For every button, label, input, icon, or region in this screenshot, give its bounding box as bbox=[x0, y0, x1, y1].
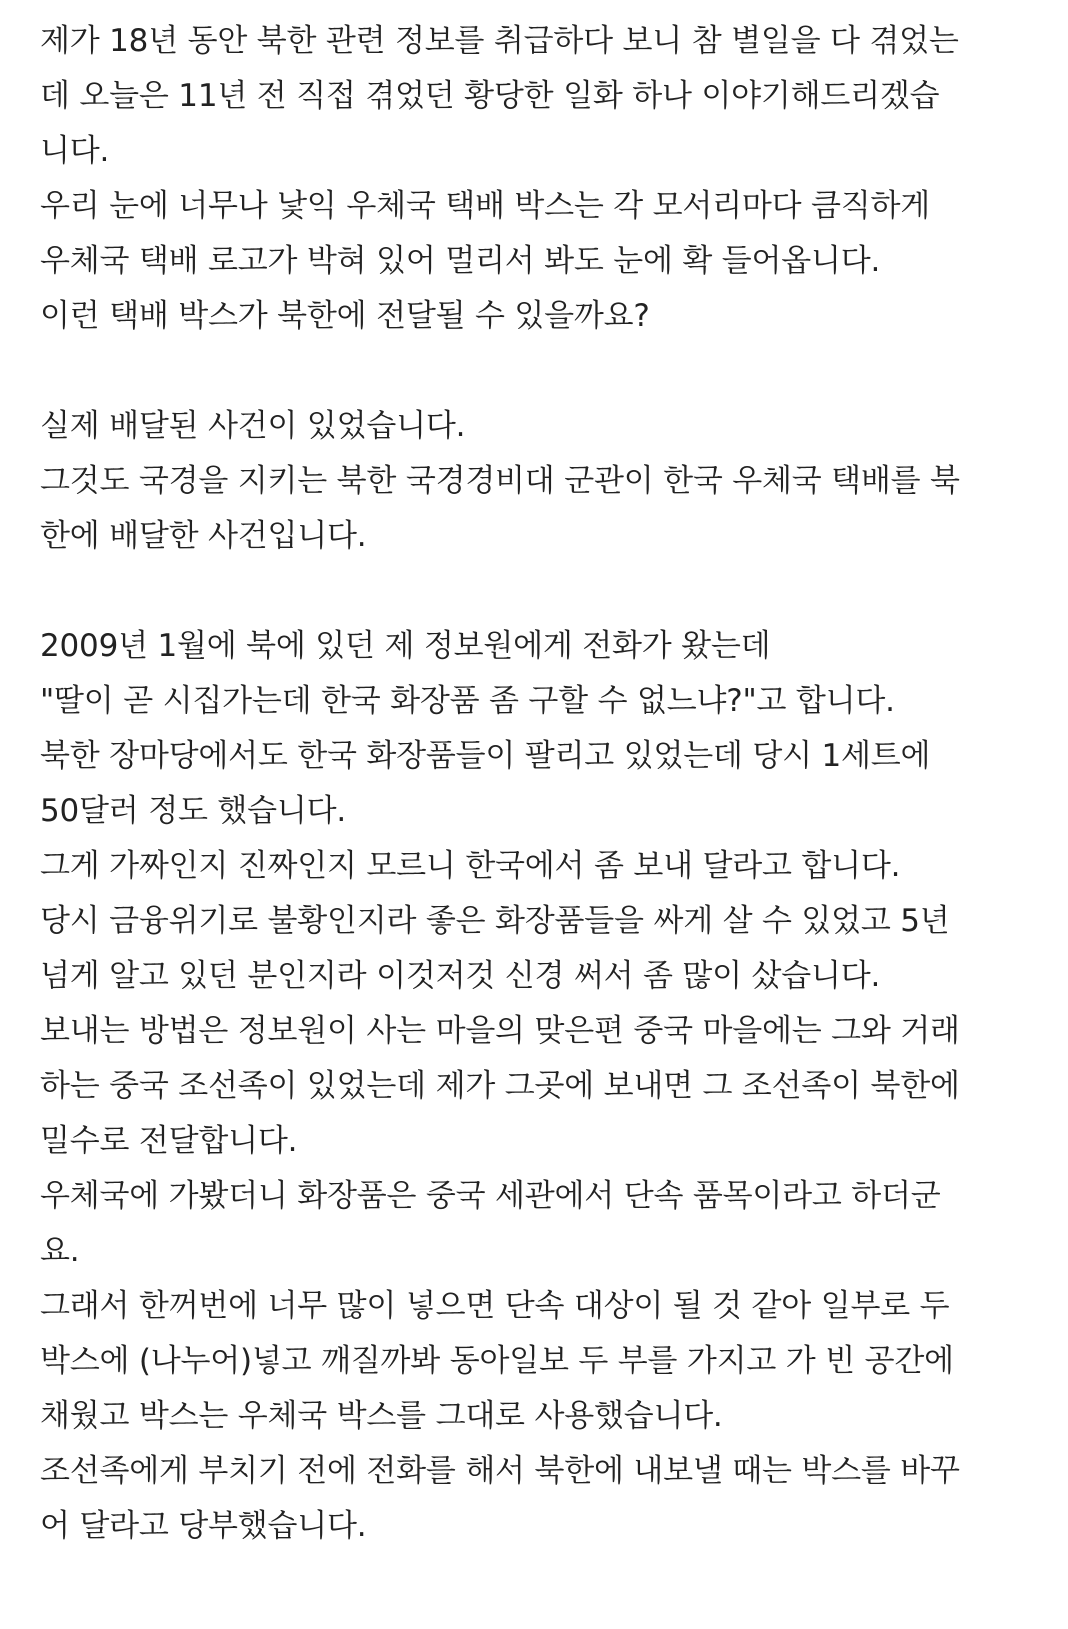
text-line: 우체국에 가봤더니 화장품은 중국 세관에서 단속 품목이라고 하더군 bbox=[40, 1178, 941, 1214]
text-line: 밀수로 전달합니다. bbox=[40, 1123, 298, 1159]
text-line: "딸이 곧 시집가는데 한국 화장품 좀 구할 수 없느냐?"고 합니다. bbox=[40, 683, 895, 719]
text-line: 박스에 (나누어)넣고 깨질까봐 동아일보 두 부를 가지고 가 빈 공간에 bbox=[40, 1343, 954, 1379]
paragraph-story bbox=[40, 619, 1040, 1554]
text-line: 우리 눈에 너무나 낯익 우체국 택배 박스는 각 모서리마다 큼직하게 bbox=[40, 188, 931, 224]
text-line: 조선족에게 부치기 전에 전화를 해서 북한에 내보낼 때는 박스를 바꾸 bbox=[40, 1453, 960, 1489]
text-line: 데 오늘은 11년 전 직접 겪었던 황당한 일화 하나 이야기해드리겠습 bbox=[40, 78, 940, 114]
paragraph-spacer bbox=[40, 344, 1040, 399]
text-line: 50달러 정도 했습니다. bbox=[40, 793, 346, 829]
text-line: 이런 택배 박스가 북한에 전달될 수 있을까요? bbox=[40, 298, 650, 334]
text-line: 실제 배달된 사건이 있었습니다. bbox=[40, 408, 466, 444]
text-line: 그게 가짜인지 진짜인지 모르니 한국에서 좀 보내 달라고 합니다. bbox=[40, 848, 901, 884]
text-line: 하는 중국 조선족이 있었는데 제가 그곳에 보내면 그 조선족이 북한에 bbox=[40, 1068, 960, 1104]
article-body bbox=[40, 14, 1040, 1554]
text-line: 당시 금융위기로 불황인지라 좋은 화장품들을 싸게 살 수 있었고 5년 bbox=[40, 903, 950, 939]
text-line: 요. bbox=[40, 1233, 80, 1269]
paragraph-spacer bbox=[40, 564, 1040, 619]
text-line: 넘게 알고 있던 분인지라 이것저것 신경 써서 좀 많이 샀습니다. bbox=[40, 958, 881, 994]
text-line: 2009년 1월에 북에 있던 제 정보원에게 전화가 왔는데 bbox=[40, 628, 771, 664]
text-line: 그것도 국경을 지키는 북한 국경경비대 군관이 한국 우체국 택배를 북 bbox=[40, 463, 960, 499]
text-line: 채웠고 박스는 우체국 박스를 그대로 사용했습니다. bbox=[40, 1398, 723, 1434]
text-line: 한에 배달한 사건입니다. bbox=[40, 518, 367, 554]
text-line: 우체국 택배 로고가 박혀 있어 멀리서 봐도 눈에 확 들어옵니다. bbox=[40, 243, 881, 279]
paragraph-intro bbox=[40, 14, 1040, 344]
text-line: 북한 장마당에서도 한국 화장품들이 팔리고 있었는데 당시 1세트에 bbox=[40, 738, 931, 774]
text-line: 니다. bbox=[40, 133, 110, 169]
text-line: 제가 18년 동안 북한 관련 정보를 취급하다 보니 참 별일을 다 겪었는 bbox=[40, 23, 959, 59]
text-line: 어 달라고 당부했습니다. bbox=[40, 1508, 367, 1544]
paragraph-incident bbox=[40, 399, 1040, 564]
text-line: 그래서 한꺼번에 너무 많이 넣으면 단속 대상이 될 것 같아 일부로 두 bbox=[40, 1288, 950, 1324]
text-line: 보내는 방법은 정보원이 사는 마을의 맞은편 중국 마을에는 그와 거래 bbox=[40, 1013, 960, 1049]
